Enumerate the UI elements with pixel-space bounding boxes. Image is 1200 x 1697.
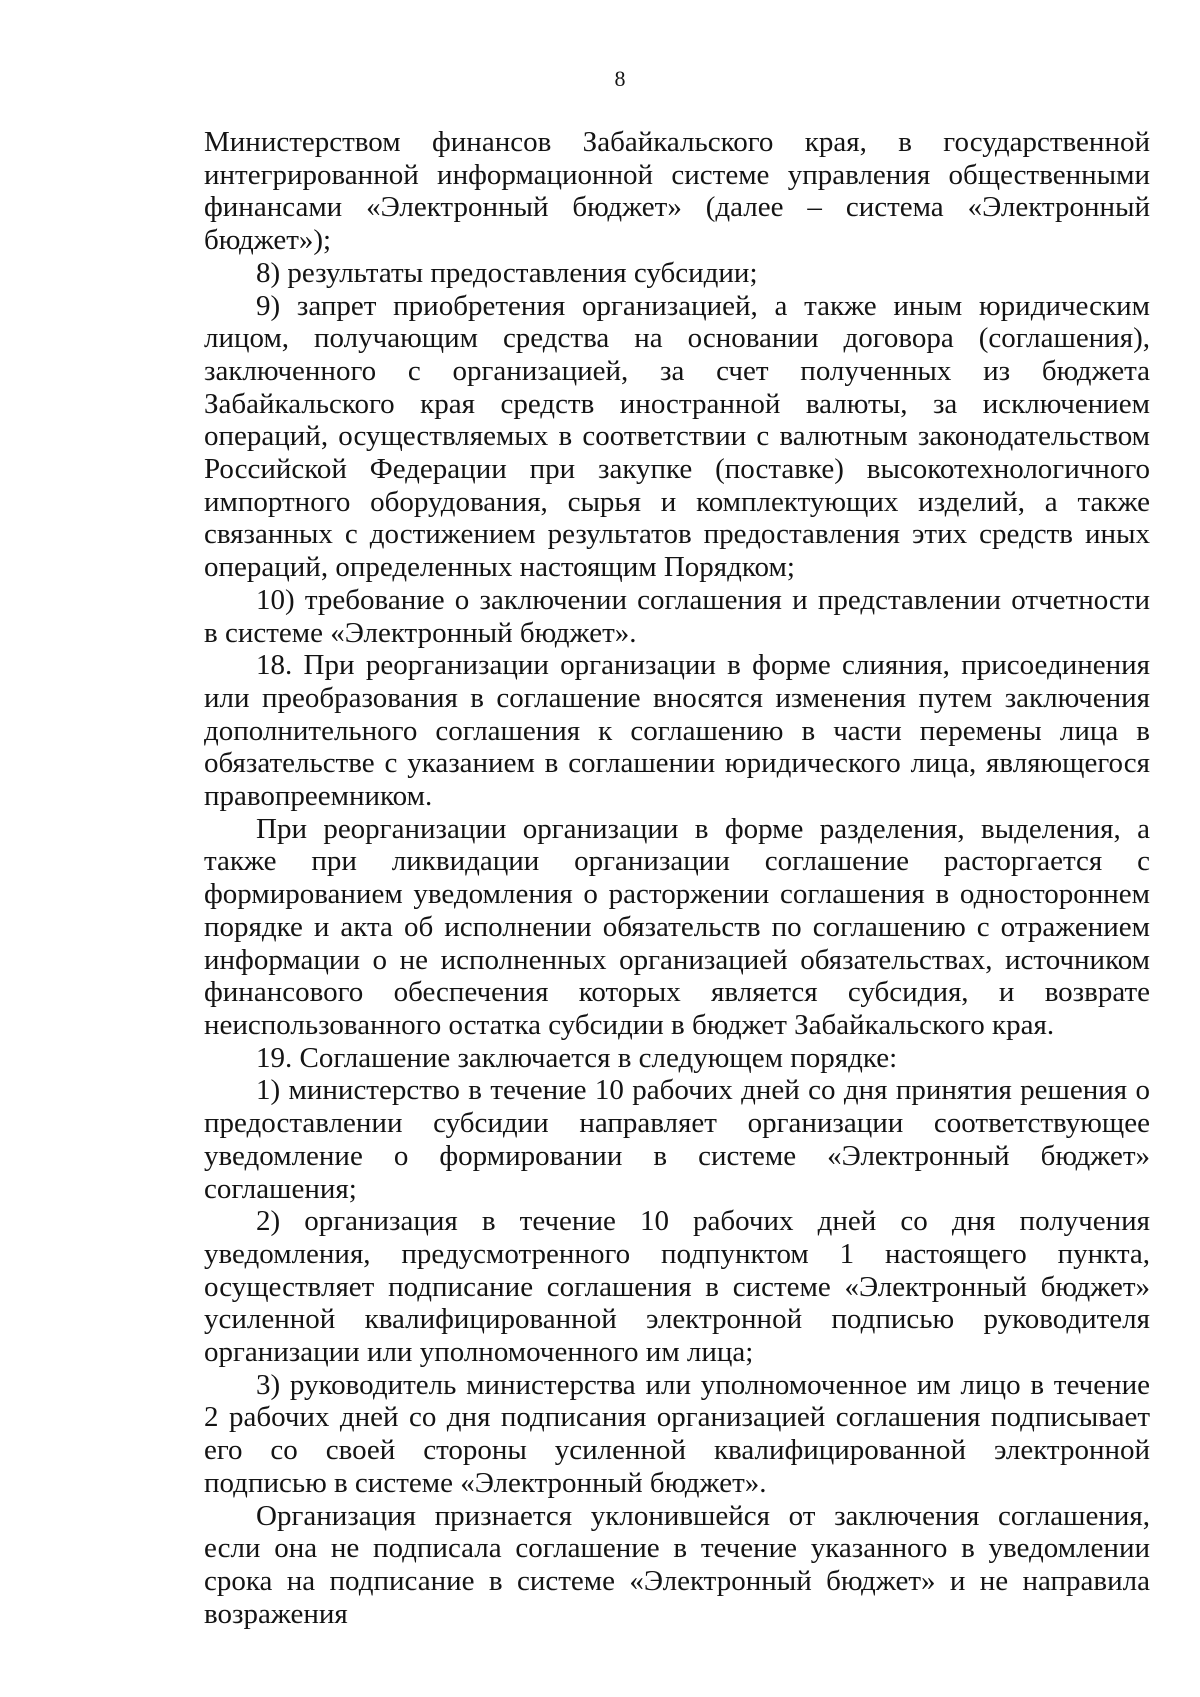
paragraph-item-10: 10) требование о заключении соглашения и представлении отчетности в системе «Электронный бюджет».: [204, 583, 1150, 649]
paragraph-continuation: Министерством финансов Забайкальского края, в государственной интегрированной информационной системе управления общественными финансами «Электронный бюджет» (далее – система «Электронный бюджет»);: [204, 126, 1150, 257]
paragraph-clause-18: 18. При реорганизации организации в форме слияния, присоединения или преобразования в соглашение вносятся изменения путем заключения дополнительного соглашения к соглашению в части перемены лица в обязательстве с указанием в соглашении юридического лица, являющегося правопреемником.: [204, 649, 1150, 813]
document-body: [204, 126, 1150, 1630]
page-number: 8: [614, 66, 626, 91]
paragraph-reorganization: При реорганизации организации в форме разделения, выделения, а также при ликвидации организации соглашение расторгается с формированием уведомления о расторжении соглашения в одностороннем порядке и акта об исполнении обязательств по соглашению с отражением информации о не исполненных организацией обязательствах, источником финансового обеспечения которых является субсидия, и возврате неиспользованного остатка субсидии в бюджет Забайкальского края.: [204, 812, 1150, 1041]
paragraph-clause-19: 19. Соглашение заключается в следующем порядке:: [256, 1041, 898, 1074]
paragraph-step-3: 3) руководитель министерства или уполномоченное им лицо в течение 2 рабочих дней со дня подписания организацией соглашения подписывает его со своей стороны усиленной квалифицированной электронной подписью в системе «Электронный бюджет».: [204, 1368, 1150, 1499]
paragraph-evasion: Организация признается уклонившейся от заключения соглашения, если она не подписала соглашение в течение указанного в уведомлении срока на подписание в системе «Электронный бюджет» и не направила возражения: [204, 1499, 1150, 1630]
paragraph-step-1: 1) министерство в течение 10 рабочих дней со дня принятия решения о предоставлении субсидии направляет организации соответствующее уведомление о формировании в системе «Электронный бюджет» соглашения;: [204, 1074, 1150, 1205]
paragraph-step-2: 2) организация в течение 10 рабочих дней со дня получения уведомления, предусмотренного подпунктом 1 настоящего пункта, осуществляет подписание соглашения в системе «Электронный бюджет» усиленной квалифицированной электронной подписью руководителя организации или уполномоченного им лица;: [204, 1205, 1150, 1369]
paragraph-item-8: 8) результаты предоставления субсидии;: [256, 256, 758, 289]
paragraph-item-9: 9) запрет приобретения организацией, а также иным юридическим лицом, получающим средства на основании договора (соглашения), заключенного с организацией, за счет полученных из бюджета Забайкальского края средств иностранной валюты, за исключением операций, осуществляемых в соответствии с валютным законодательством Российской Федерации при закупке (поставке) высокотехнологичного импортного оборудования, сырья и комплектующих изделий, а также связанных с достижением результатов предоставления этих средств иных операций, определенных настоящим Порядком;: [204, 289, 1150, 584]
